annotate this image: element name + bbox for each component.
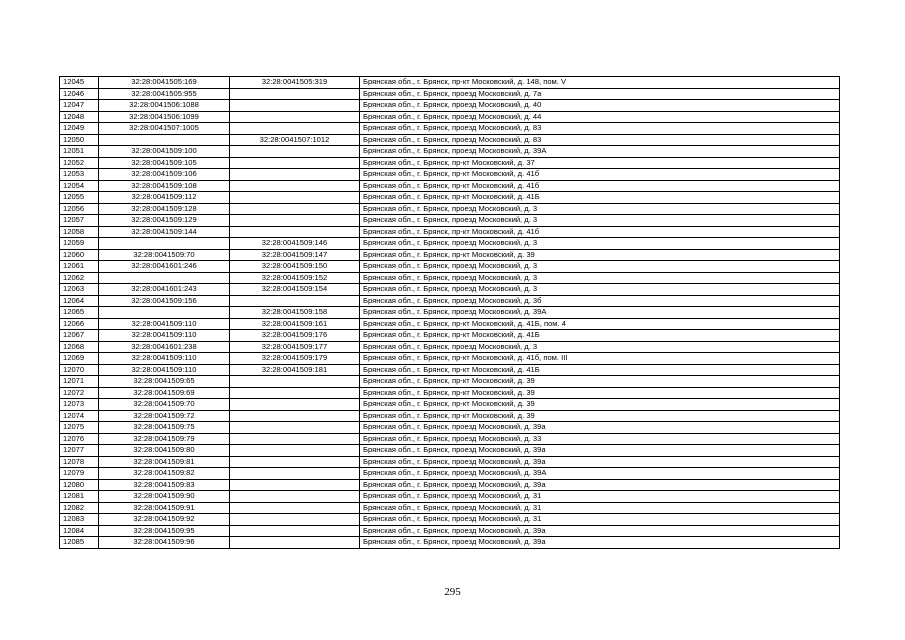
table-row <box>60 203 840 215</box>
object-cadastral-number-cell: 32:28:0041509:150 <box>230 261 360 273</box>
address-cell: Брянская обл., г. Брянск, проезд Московский, д. 39а <box>360 537 840 549</box>
table-row <box>60 318 840 330</box>
table-row <box>60 169 840 181</box>
cadastral-number-cell: 32:28:0041509:100 <box>99 146 230 158</box>
cadastral-number-cell: 32:28:0041509:75 <box>99 422 230 434</box>
address-cell: Брянская обл., г. Брянск, пр-кт Московский, д. 41Б <box>360 192 840 204</box>
cadastral-number-cell: 32:28:0041509:83 <box>99 479 230 491</box>
cadastral-number-cell: 32:28:0041509:69 <box>99 387 230 399</box>
table-row <box>60 238 840 250</box>
table-row <box>60 468 840 480</box>
cadastral-number-cell: 32:28:0041509:156 <box>99 295 230 307</box>
address-cell: Брянская обл., г. Брянск, проезд Московский, д. 39А <box>360 307 840 319</box>
row-number-cell: 12046 <box>60 88 99 100</box>
cadastral-number-cell: 32:28:0041509:70 <box>99 399 230 411</box>
object-cadastral-number-cell <box>230 468 360 480</box>
row-number-cell: 12052 <box>60 157 99 169</box>
row-number-cell: 12085 <box>60 537 99 549</box>
cadastral-number-cell <box>99 307 230 319</box>
address-cell: Брянская обл., г. Брянск, проезд Московский, д. 39а <box>360 422 840 434</box>
address-cell: Брянская обл., г. Брянск, пр-кт Московский, д. 41б <box>360 169 840 181</box>
object-cadastral-number-cell <box>230 123 360 135</box>
row-number-cell: 12079 <box>60 468 99 480</box>
address-cell: Брянская обл., г. Брянск, пр-кт Московский, д. 39 <box>360 387 840 399</box>
cadastral-number-cell: 32:28:0041509:110 <box>99 330 230 342</box>
address-cell: Брянская обл., г. Брянск, проезд Московский, д. 3 <box>360 341 840 353</box>
address-cell: Брянская обл., г. Брянск, пр-кт Московский, д. 39 <box>360 410 840 422</box>
row-number-cell: 12064 <box>60 295 99 307</box>
row-number-cell: 12071 <box>60 376 99 388</box>
property-table <box>59 76 840 549</box>
object-cadastral-number-cell <box>230 456 360 468</box>
object-cadastral-number-cell <box>230 422 360 434</box>
object-cadastral-number-cell: 32:28:0041509:181 <box>230 364 360 376</box>
table-row <box>60 399 840 411</box>
address-cell: Брянская обл., г. Брянск, проезд Московский, д. 40 <box>360 100 840 112</box>
table-row <box>60 100 840 112</box>
row-number-cell: 12074 <box>60 410 99 422</box>
address-cell: Брянская обл., г. Брянск, проезд Московский, д. 3 <box>360 261 840 273</box>
address-cell: Брянская обл., г. Брянск, пр-кт Московский, д. 39 <box>360 249 840 261</box>
row-number-cell: 12061 <box>60 261 99 273</box>
cadastral-number-cell <box>99 272 230 284</box>
address-cell: Брянская обл., г. Брянск, проезд Московский, д. 44 <box>360 111 840 123</box>
table-row <box>60 491 840 503</box>
cadastral-number-cell: 32:28:0041509:90 <box>99 491 230 503</box>
row-number-cell: 12054 <box>60 180 99 192</box>
row-number-cell: 12080 <box>60 479 99 491</box>
cadastral-number-cell: 32:28:0041509:144 <box>99 226 230 238</box>
table-row <box>60 364 840 376</box>
address-cell: Брянская обл., г. Брянск, проезд Московский, д. 83 <box>360 134 840 146</box>
row-number-cell: 12058 <box>60 226 99 238</box>
row-number-cell: 12051 <box>60 146 99 158</box>
address-cell: Брянская обл., г. Брянск, пр-кт Московский, д. 41Б, пом. 4 <box>360 318 840 330</box>
object-cadastral-number-cell <box>230 502 360 514</box>
table-row <box>60 410 840 422</box>
row-number-cell: 12073 <box>60 399 99 411</box>
address-cell: Брянская обл., г. Брянск, проезд Московский, д. 3 <box>360 272 840 284</box>
address-cell: Брянская обл., г. Брянск, проезд Московский, д. 7а <box>360 88 840 100</box>
cadastral-number-cell: 32:28:0041509:105 <box>99 157 230 169</box>
object-cadastral-number-cell <box>230 157 360 169</box>
table-row <box>60 376 840 388</box>
table-row <box>60 88 840 100</box>
table-row <box>60 422 840 434</box>
address-cell: Брянская обл., г. Брянск, пр-кт Московский, д. 41Б <box>360 364 840 376</box>
object-cadastral-number-cell: 32:28:0041509:146 <box>230 238 360 250</box>
row-number-cell: 12059 <box>60 238 99 250</box>
object-cadastral-number-cell <box>230 226 360 238</box>
cadastral-number-cell <box>99 238 230 250</box>
address-cell: Брянская обл., г. Брянск, проезд Московский, д. 3 <box>360 215 840 227</box>
table-row <box>60 226 840 238</box>
object-cadastral-number-cell <box>230 387 360 399</box>
cadastral-number-cell: 32:28:0041507:1005 <box>99 123 230 135</box>
table-row <box>60 157 840 169</box>
address-cell: Брянская обл., г. Брянск, проезд Московский, д. 83 <box>360 123 840 135</box>
row-number-cell: 12072 <box>60 387 99 399</box>
table-row <box>60 111 840 123</box>
object-cadastral-number-cell <box>230 525 360 537</box>
table-row <box>60 295 840 307</box>
cadastral-number-cell: 32:28:0041509:82 <box>99 468 230 480</box>
table-row <box>60 272 840 284</box>
object-cadastral-number-cell: 32:28:0041505:319 <box>230 77 360 89</box>
object-cadastral-number-cell <box>230 111 360 123</box>
cadastral-number-cell: 32:28:0041509:92 <box>99 514 230 526</box>
object-cadastral-number-cell <box>230 433 360 445</box>
object-cadastral-number-cell <box>230 491 360 503</box>
row-number-cell: 12081 <box>60 491 99 503</box>
address-cell: Брянская обл., г. Брянск, проезд Московский, д. 39а <box>360 525 840 537</box>
cadastral-number-cell: 32:28:0041509:128 <box>99 203 230 215</box>
table-row <box>60 514 840 526</box>
address-cell: Брянская обл., г. Брянск, проезд Московский, д. 39а <box>360 456 840 468</box>
table-row <box>60 353 840 365</box>
address-cell: Брянская обл., г. Брянск, проезд Московский, д. 39А <box>360 468 840 480</box>
table-row <box>60 307 840 319</box>
row-number-cell: 12048 <box>60 111 99 123</box>
row-number-cell: 12078 <box>60 456 99 468</box>
address-cell: Брянская обл., г. Брянск, проезд Московский, д. 31 <box>360 491 840 503</box>
cadastral-number-cell: 32:28:0041509:112 <box>99 192 230 204</box>
row-number-cell: 12070 <box>60 364 99 376</box>
object-cadastral-number-cell <box>230 88 360 100</box>
object-cadastral-number-cell <box>230 445 360 457</box>
object-cadastral-number-cell <box>230 100 360 112</box>
cadastral-number-cell: 32:28:0041601:238 <box>99 341 230 353</box>
row-number-cell: 12075 <box>60 422 99 434</box>
object-cadastral-number-cell: 32:28:0041509:147 <box>230 249 360 261</box>
row-number-cell: 12049 <box>60 123 99 135</box>
table-row <box>60 479 840 491</box>
cadastral-number-cell: 32:28:0041509:80 <box>99 445 230 457</box>
row-number-cell: 12053 <box>60 169 99 181</box>
object-cadastral-number-cell <box>230 376 360 388</box>
object-cadastral-number-cell <box>230 410 360 422</box>
address-cell: Брянская обл., г. Брянск, проезд Московский, д. 39а <box>360 479 840 491</box>
object-cadastral-number-cell <box>230 180 360 192</box>
cadastral-number-cell: 32:28:0041505:169 <box>99 77 230 89</box>
object-cadastral-number-cell <box>230 479 360 491</box>
cadastral-number-cell: 32:28:0041509:72 <box>99 410 230 422</box>
row-number-cell: 12055 <box>60 192 99 204</box>
address-cell: Брянская обл., г. Брянск, проезд Московский, д. 3 <box>360 238 840 250</box>
address-cell: Брянская обл., г. Брянск, проезд Московский, д. 31 <box>360 502 840 514</box>
cadastral-number-cell: 32:28:0041509:108 <box>99 180 230 192</box>
object-cadastral-number-cell <box>230 169 360 181</box>
address-cell: Брянская обл., г. Брянск, проезд Московский, д. 39а <box>360 445 840 457</box>
address-cell: Брянская обл., г. Брянск, пр-кт Московский, д. 148, пом. V <box>360 77 840 89</box>
cadastral-number-cell: 32:28:0041509:110 <box>99 364 230 376</box>
table-row <box>60 433 840 445</box>
row-number-cell: 12056 <box>60 203 99 215</box>
property-table-body <box>60 77 840 549</box>
row-number-cell: 12057 <box>60 215 99 227</box>
object-cadastral-number-cell: 32:28:0041509:161 <box>230 318 360 330</box>
address-cell: Брянская обл., г. Брянск, проезд Московский, д. 3б <box>360 295 840 307</box>
address-cell: Брянская обл., г. Брянск, пр-кт Московский, д. 39 <box>360 376 840 388</box>
object-cadastral-number-cell: 32:28:0041509:152 <box>230 272 360 284</box>
cadastral-number-cell: 32:28:0041509:95 <box>99 525 230 537</box>
row-number-cell: 12047 <box>60 100 99 112</box>
table-row <box>60 456 840 468</box>
table-row <box>60 123 840 135</box>
row-number-cell: 12084 <box>60 525 99 537</box>
row-number-cell: 12066 <box>60 318 99 330</box>
cadastral-number-cell: 32:28:0041509:81 <box>99 456 230 468</box>
address-cell: Брянская обл., г. Брянск, пр-кт Московский, д. 41б <box>360 180 840 192</box>
table-row <box>60 134 840 146</box>
row-number-cell: 12083 <box>60 514 99 526</box>
address-cell: Брянская обл., г. Брянск, пр-кт Московский, д. 39 <box>360 399 840 411</box>
object-cadastral-number-cell <box>230 192 360 204</box>
table-row <box>60 341 840 353</box>
table-row <box>60 146 840 158</box>
object-cadastral-number-cell: 32:28:0041509:158 <box>230 307 360 319</box>
table-row <box>60 525 840 537</box>
object-cadastral-number-cell: 32:28:0041509:177 <box>230 341 360 353</box>
row-number-cell: 12050 <box>60 134 99 146</box>
address-cell: Брянская обл., г. Брянск, проезд Московский, д. 39А <box>360 146 840 158</box>
object-cadastral-number-cell <box>230 295 360 307</box>
row-number-cell: 12062 <box>60 272 99 284</box>
table-row <box>60 77 840 89</box>
row-number-cell: 12068 <box>60 341 99 353</box>
object-cadastral-number-cell: 32:28:0041509:179 <box>230 353 360 365</box>
address-cell: Брянская обл., г. Брянск, проезд Московский, д. 3 <box>360 284 840 296</box>
table-row <box>60 387 840 399</box>
table-row <box>60 215 840 227</box>
object-cadastral-number-cell: 32:28:0041509:176 <box>230 330 360 342</box>
row-number-cell: 12077 <box>60 445 99 457</box>
table-row <box>60 284 840 296</box>
cadastral-number-cell: 32:28:0041509:96 <box>99 537 230 549</box>
row-number-cell: 12076 <box>60 433 99 445</box>
row-number-cell: 12082 <box>60 502 99 514</box>
object-cadastral-number-cell <box>230 146 360 158</box>
cadastral-number-cell: 32:28:0041601:243 <box>99 284 230 296</box>
address-cell: Брянская обл., г. Брянск, пр-кт Московский, д. 41Б <box>360 330 840 342</box>
table-row <box>60 192 840 204</box>
address-cell: Брянская обл., г. Брянск, проезд Московский, д. 33 <box>360 433 840 445</box>
cadastral-number-cell: 32:28:0041601:246 <box>99 261 230 273</box>
cadastral-number-cell: 32:28:0041509:91 <box>99 502 230 514</box>
object-cadastral-number-cell <box>230 537 360 549</box>
row-number-cell: 12065 <box>60 307 99 319</box>
cadastral-number-cell: 32:28:0041509:110 <box>99 353 230 365</box>
object-cadastral-number-cell <box>230 215 360 227</box>
cadastral-number-cell: 32:28:0041509:65 <box>99 376 230 388</box>
table-row <box>60 180 840 192</box>
object-cadastral-number-cell: 32:28:0041509:154 <box>230 284 360 296</box>
cadastral-number-cell: 32:28:0041509:106 <box>99 169 230 181</box>
object-cadastral-number-cell <box>230 203 360 215</box>
cadastral-number-cell: 32:28:0041509:79 <box>99 433 230 445</box>
page-number: 295 <box>444 586 461 598</box>
row-number-cell: 12067 <box>60 330 99 342</box>
table-row <box>60 261 840 273</box>
cadastral-number-cell: 32:28:0041509:70 <box>99 249 230 261</box>
address-cell: Брянская обл., г. Брянск, проезд Московский, д. 31 <box>360 514 840 526</box>
address-cell: Брянская обл., г. Брянск, пр-кт Московский, д. 37 <box>360 157 840 169</box>
address-cell: Брянская обл., г. Брянск, пр-кт Московский, д. 41б <box>360 226 840 238</box>
cadastral-number-cell: 32:28:0041509:129 <box>99 215 230 227</box>
table-row <box>60 537 840 549</box>
cadastral-number-cell: 32:28:0041505:955 <box>99 88 230 100</box>
table-row <box>60 445 840 457</box>
cadastral-number-cell: 32:28:0041509:110 <box>99 318 230 330</box>
address-cell: Брянская обл., г. Брянск, проезд Московский, д. 3 <box>360 203 840 215</box>
table-row <box>60 330 840 342</box>
row-number-cell: 12060 <box>60 249 99 261</box>
object-cadastral-number-cell: 32:28:0041507:1012 <box>230 134 360 146</box>
cadastral-number-cell <box>99 134 230 146</box>
object-cadastral-number-cell <box>230 399 360 411</box>
row-number-cell: 12045 <box>60 77 99 89</box>
table-row <box>60 502 840 514</box>
row-number-cell: 12069 <box>60 353 99 365</box>
cadastral-number-cell: 32:28:0041506:1099 <box>99 111 230 123</box>
table-row <box>60 249 840 261</box>
cadastral-number-cell: 32:28:0041506:1088 <box>99 100 230 112</box>
object-cadastral-number-cell <box>230 514 360 526</box>
row-number-cell: 12063 <box>60 284 99 296</box>
address-cell: Брянская обл., г. Брянск, пр-кт Московский, д. 41б, пом. III <box>360 353 840 365</box>
